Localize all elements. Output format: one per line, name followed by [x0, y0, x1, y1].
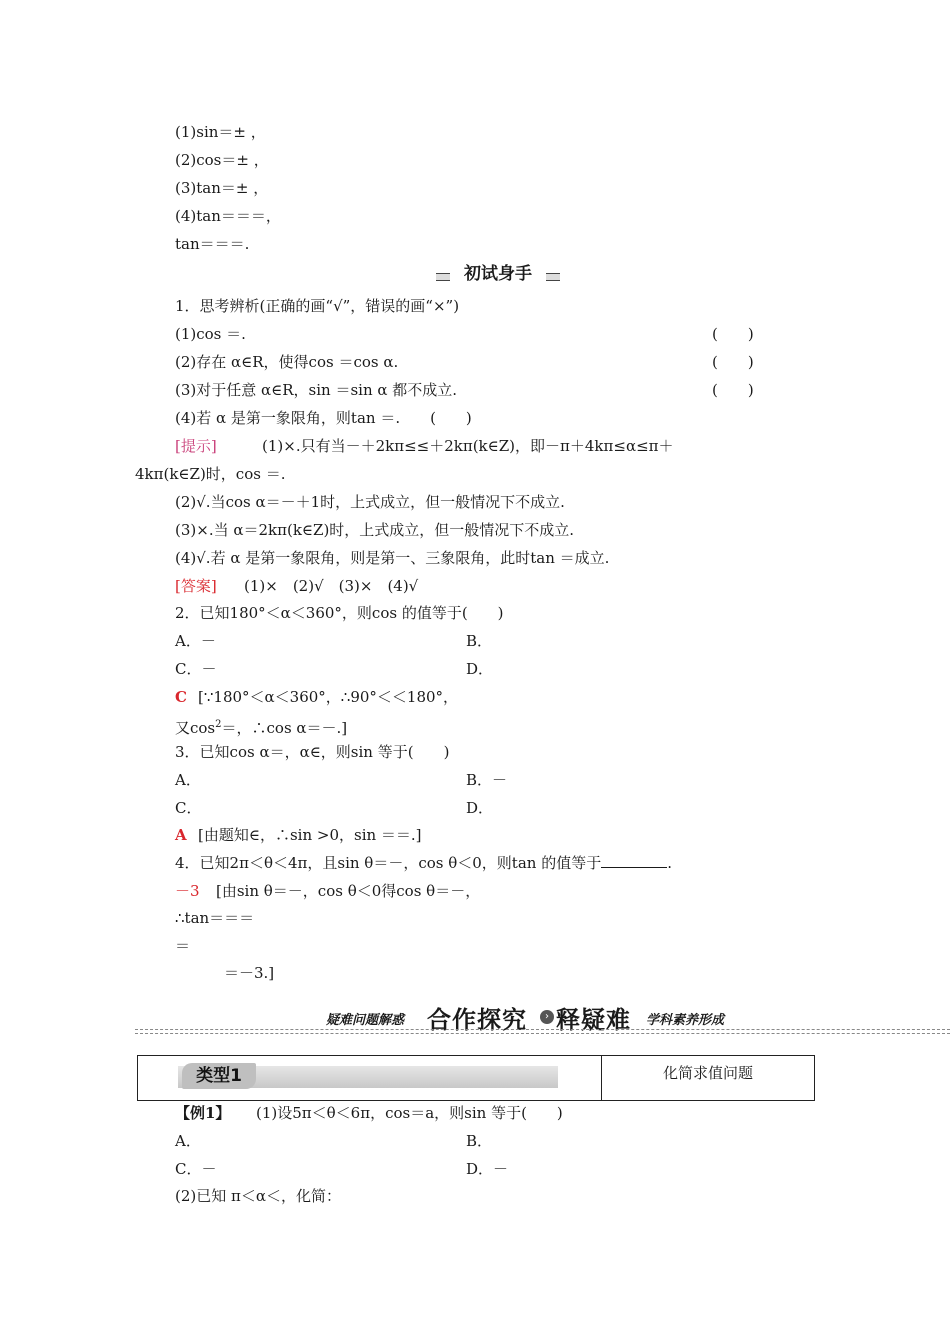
q3-answer-letter: A [175, 826, 187, 844]
q1-item-4: (4)若 α 是第一象限角，则tan ＝. ( ) [175, 409, 472, 427]
q2-option-d: D． [466, 660, 494, 678]
type-title: 化简求值问题 [662, 1064, 753, 1082]
banner-divider-top [135, 1029, 950, 1030]
formula-line-4: (4)tan＝＝＝， [175, 207, 281, 225]
hint-line-1: (1)×.只有当－＋2kπ≤≤＋2kπ(k∈Z)，即－π＋4kπ≤α≤π＋ [262, 437, 674, 455]
q1-item-2: (2)存在 α∈R，使得cos ＝cos α. [175, 353, 399, 371]
q3-option-b: B．－ [466, 771, 508, 789]
example1-option-a: A． [175, 1132, 201, 1150]
q2-answer-letter: C [175, 688, 187, 706]
chevron-right-icon: › [540, 1010, 554, 1024]
hint-line-2: 4kπ(k∈Z)时，cos ＝. [135, 465, 286, 483]
formula-line-1: (1)sin＝± ， [175, 123, 266, 141]
banner-title-left: 合作探究 [427, 1006, 527, 1034]
q1-stem: 1．思考辨析(正确的画“√”，错误的画“×”) [175, 297, 460, 315]
example1-stem: (1)设5π＜θ＜6π，cos＝a，则sin 等于( ) [256, 1104, 563, 1122]
q1-item-2-paren: ( ) [712, 353, 754, 371]
section-badge [436, 262, 560, 288]
q4-solution-4: ＝－3.] [224, 964, 275, 982]
q4-stem [175, 853, 672, 873]
q2-solution-2 [175, 715, 347, 738]
q2-stem: 2．已知180°＜α＜360°，则cos 的值等于( ) [175, 604, 504, 622]
q1-item-1: (1)cos ＝. [175, 325, 246, 343]
q2-solution-2-sup: 2 [215, 719, 222, 730]
formula-line-5: tan＝＝＝. [175, 235, 250, 253]
banner-right-caption: 学科素养形成 [646, 1013, 725, 1028]
answer-label: [答案] [175, 577, 217, 595]
formula-line-2: (2)cos＝± ， [175, 151, 269, 169]
example1-option-c: C．－ [175, 1160, 217, 1178]
q4-solution-3: ＝ [175, 937, 191, 955]
hint-line-3: (2)√.当cos α＝－＋1时，上式成立，但一般情况下不成立. [175, 493, 565, 511]
q4-stem-end: . [667, 854, 672, 872]
example1-option-b: B． [466, 1132, 493, 1150]
q2-solution-2-pre: 又cos [175, 719, 216, 737]
q1-item-3-paren: ( ) [712, 381, 754, 399]
type-box [137, 1055, 815, 1101]
formula-line-3: (3)tan＝± ， [175, 179, 269, 197]
q4-answer-blank [601, 853, 667, 868]
example1-part2: (2)已知 π＜α＜，化简： [175, 1187, 342, 1205]
q1-item-1-paren: ( ) [712, 325, 754, 343]
q2-option-a: A．－ [175, 632, 216, 650]
q4-stem-text: 4．已知2π＜θ＜4π，且sin θ＝－，cos θ＜0，则tan 的值等于 [175, 854, 602, 872]
banner-left-caption: 疑难问题解惑 [326, 1013, 405, 1028]
hint-line-4: (3)×.当 α＝2kπ(k∈Z)时，上式成立，但一般情况下不成立. [175, 521, 575, 539]
hint-label: [提示] [175, 437, 217, 455]
q3-stem: 3．已知cos α＝，α∈，则sin 等于( ) [175, 743, 450, 761]
q2-solution-2-post: ＝，∴cos α＝－.] [221, 719, 348, 737]
q3-option-a: A． [175, 771, 201, 789]
banner-title-right: 释疑难 [556, 1006, 631, 1034]
q2-solution-1: [∵180°＜α＜360°，∴90°＜＜180°， [198, 688, 459, 706]
section-badge-label: 初试身手 [450, 262, 546, 286]
section-banner [0, 1000, 950, 1036]
example1-option-d: D．－ [466, 1160, 509, 1178]
hint-line-5: (4)√.若 α 是第一象限角，则是第一、三象限角，此时tan ＝成立. [175, 549, 610, 567]
q4-solution-2: ∴tan＝＝＝ [175, 909, 255, 927]
example1-label: 【例1】 [175, 1104, 231, 1122]
q2-option-c: C．－ [175, 660, 217, 678]
q3-option-c: C． [175, 799, 202, 817]
q4-answer: －3 [175, 882, 200, 900]
q1-item-3: (3)对于任意 α∈R，sin ＝sin α 都不成立. [175, 381, 458, 399]
banner-divider-bottom [135, 1033, 950, 1034]
q3-solution: [由题知∈，∴sin >0，sin ＝＝.] [198, 826, 422, 844]
q2-option-b: B． [466, 632, 493, 650]
type-tag: 类型1 [182, 1063, 256, 1089]
q3-option-d: D． [466, 799, 494, 817]
q4-solution-1: [由sin θ＝－，cos θ＜0得cos θ＝－， [216, 882, 481, 900]
answer-text: (1)× (2)√ (3)× (4)√ [244, 577, 419, 595]
